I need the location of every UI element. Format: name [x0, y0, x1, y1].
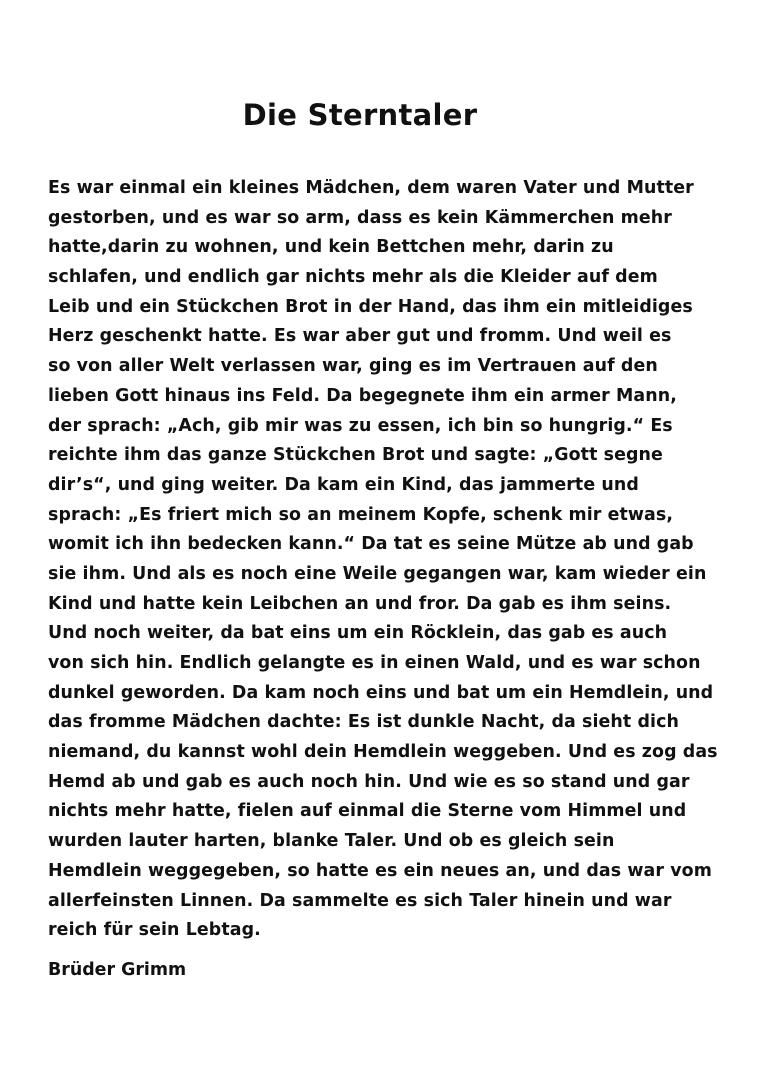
text-line: sprach: „Es friert mich so an meinem Kopfe, schenk mir etwas,: [48, 504, 674, 525]
text-line: Hemdlein weggegeben, so hatte es ein neues an, und das war vom: [48, 860, 712, 881]
text-line: wurden lauter harten, blanke Taler. Und ob es gleich sein: [48, 831, 615, 852]
text-line: sie ihm. Und als es noch eine Weile gegangen war, kam wieder ein: [48, 563, 707, 584]
text-line: schlafen, und endlich gar nichts mehr als die Kleider auf dem: [48, 267, 658, 288]
text-line: reichte ihm das ganze Stückchen Brot und sagte: „Gott segne: [48, 445, 663, 466]
text-line: hatte,darin zu wohnen, und kein Bettchen mehr, darin zu: [48, 237, 614, 258]
document-title: Die Sterntaler: [242, 98, 478, 132]
text-line: Hemd ab und gab es auch noch hin. Und wie es so stand und gar: [48, 771, 690, 792]
text-line: Herz geschenkt hatte. Es war aber gut und fromm. Und weil es: [48, 326, 672, 347]
text-line: so von aller Welt verlassen war, ging es im Vertrauen auf den: [48, 356, 658, 377]
text-line: Und noch weiter, da bat eins um ein Röcklein, das gab es auch: [48, 623, 668, 644]
text-line: niemand, du kannst wohl dein Hemdlein weggeben. Und es zog das: [48, 742, 718, 763]
text-line: dir’s“, und ging weiter. Da kam ein Kind, das jammerte und: [48, 474, 639, 495]
story-body: [48, 174, 748, 946]
text-line: lieben Gott hinaus ins Feld. Da begegnete ihm ein armer Mann,: [48, 385, 677, 406]
author-credit: Brüder Grimm: [48, 960, 187, 980]
text-line: Kind und hatte kein Leibchen an und fror. Da gab es ihm seins.: [48, 593, 672, 614]
text-line: womit ich ihn bedecken kann.“ Da tat es seine Mütze ab und gab: [48, 534, 694, 555]
text-line: das fromme Mädchen dachte: Es ist dunkle Nacht, da sieht dich: [48, 712, 679, 733]
text-line: nichts mehr hatte, fielen auf einmal die Sterne vom Himmel und: [48, 801, 687, 822]
text-line: gestorben, und es war so arm, dass es kein Kämmerchen mehr: [48, 207, 672, 228]
text-line: der sprach: „Ach, gib mir was zu essen, ich bin so hungrig.“ Es: [48, 415, 673, 436]
text-line: von sich hin. Endlich gelangte es in einen Wald, und es war schon: [48, 653, 701, 673]
text-line: Es war einmal ein kleines Mädchen, dem waren Vater und Mutter: [48, 178, 694, 198]
text-line: dunkel geworden. Da kam noch eins und bat um ein Hemdlein, und: [48, 682, 714, 703]
text-line: allerfeinsten Linnen. Da sammelte es sich Taler hinein und war: [48, 890, 672, 911]
text-line: Leib und ein Stückchen Brot in der Hand, das ihm ein mitleidiges: [48, 296, 693, 317]
text-line: reich für sein Lebtag.: [48, 920, 261, 941]
